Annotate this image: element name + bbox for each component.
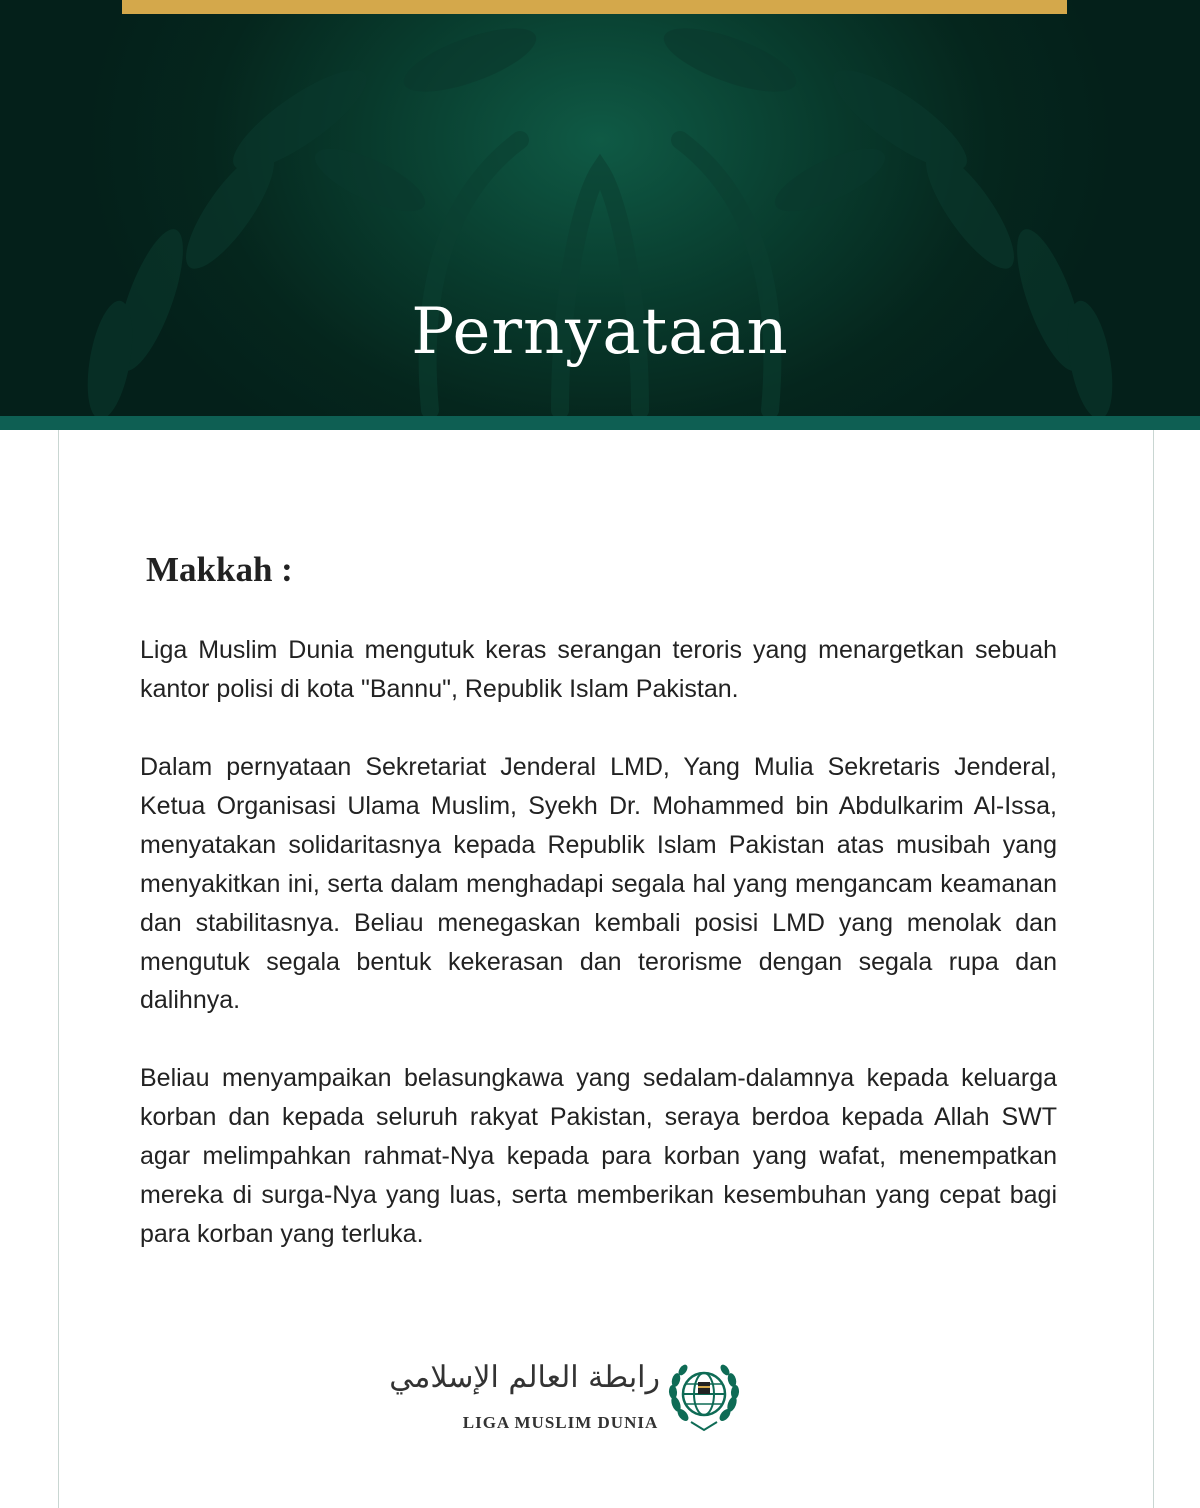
frame-border-left — [58, 430, 59, 1508]
gold-accent-bar — [122, 0, 1067, 14]
logo-latin-name: LIGA MUSLIM DUNIA — [462, 1413, 659, 1432]
page-title: Pernyataan — [411, 295, 789, 369]
dateline: Makkah : — [146, 550, 293, 589]
statement-paragraph: Liga Muslim Dunia mengutuk keras serangan teroris yang menargetkan sebuah kantor polisi di kota "Bannu", Republik Islam Pakistan. — [140, 636, 1057, 703]
globe-wreath-icon — [667, 1360, 741, 1432]
organization-logo — [389, 1358, 745, 1436]
statement-paragraph: Beliau menyampaikan belasungkawa yang sedalam-dalamnya kepada keluarga korban dan kepada seluruh rakyat Pakistan, seraya berdoa kepada Allah SWT agar melimpahkan rahmat-Nya kepada para korban yang wafat, menempatkan mereka di surga-Nya yang luas, serta memberikan kesembuhan yang cepat bagi para korban yang terluka. — [140, 1064, 1057, 1248]
header-banner — [0, 0, 1200, 418]
frame-border-right — [1153, 430, 1154, 1508]
header-divider — [0, 416, 1200, 430]
logo-arabic-name: رابطة العالم الإسلامي — [389, 1360, 660, 1395]
statement-paragraph: Dalam pernyataan Sekretariat Jenderal LMD, Yang Mulia Sekretaris Jenderal, Ketua Organisasi Ulama Muslim, Syekh Dr. Mohammed bin Abdulkarim Al-Issa, menyatakan solidaritasnya kepada Republik Islam Pakistan atas musibah yang menyakitkan ini, serta dalam menghadapi segala hal yang mengancam keamanan dan stabilitasnya. Beliau menegaskan kembali posisi LMD yang menolak dan mengutuk segala bentuk kekerasan dan terorisme dengan segala rupa dan dalihnya. — [140, 753, 1057, 1015]
